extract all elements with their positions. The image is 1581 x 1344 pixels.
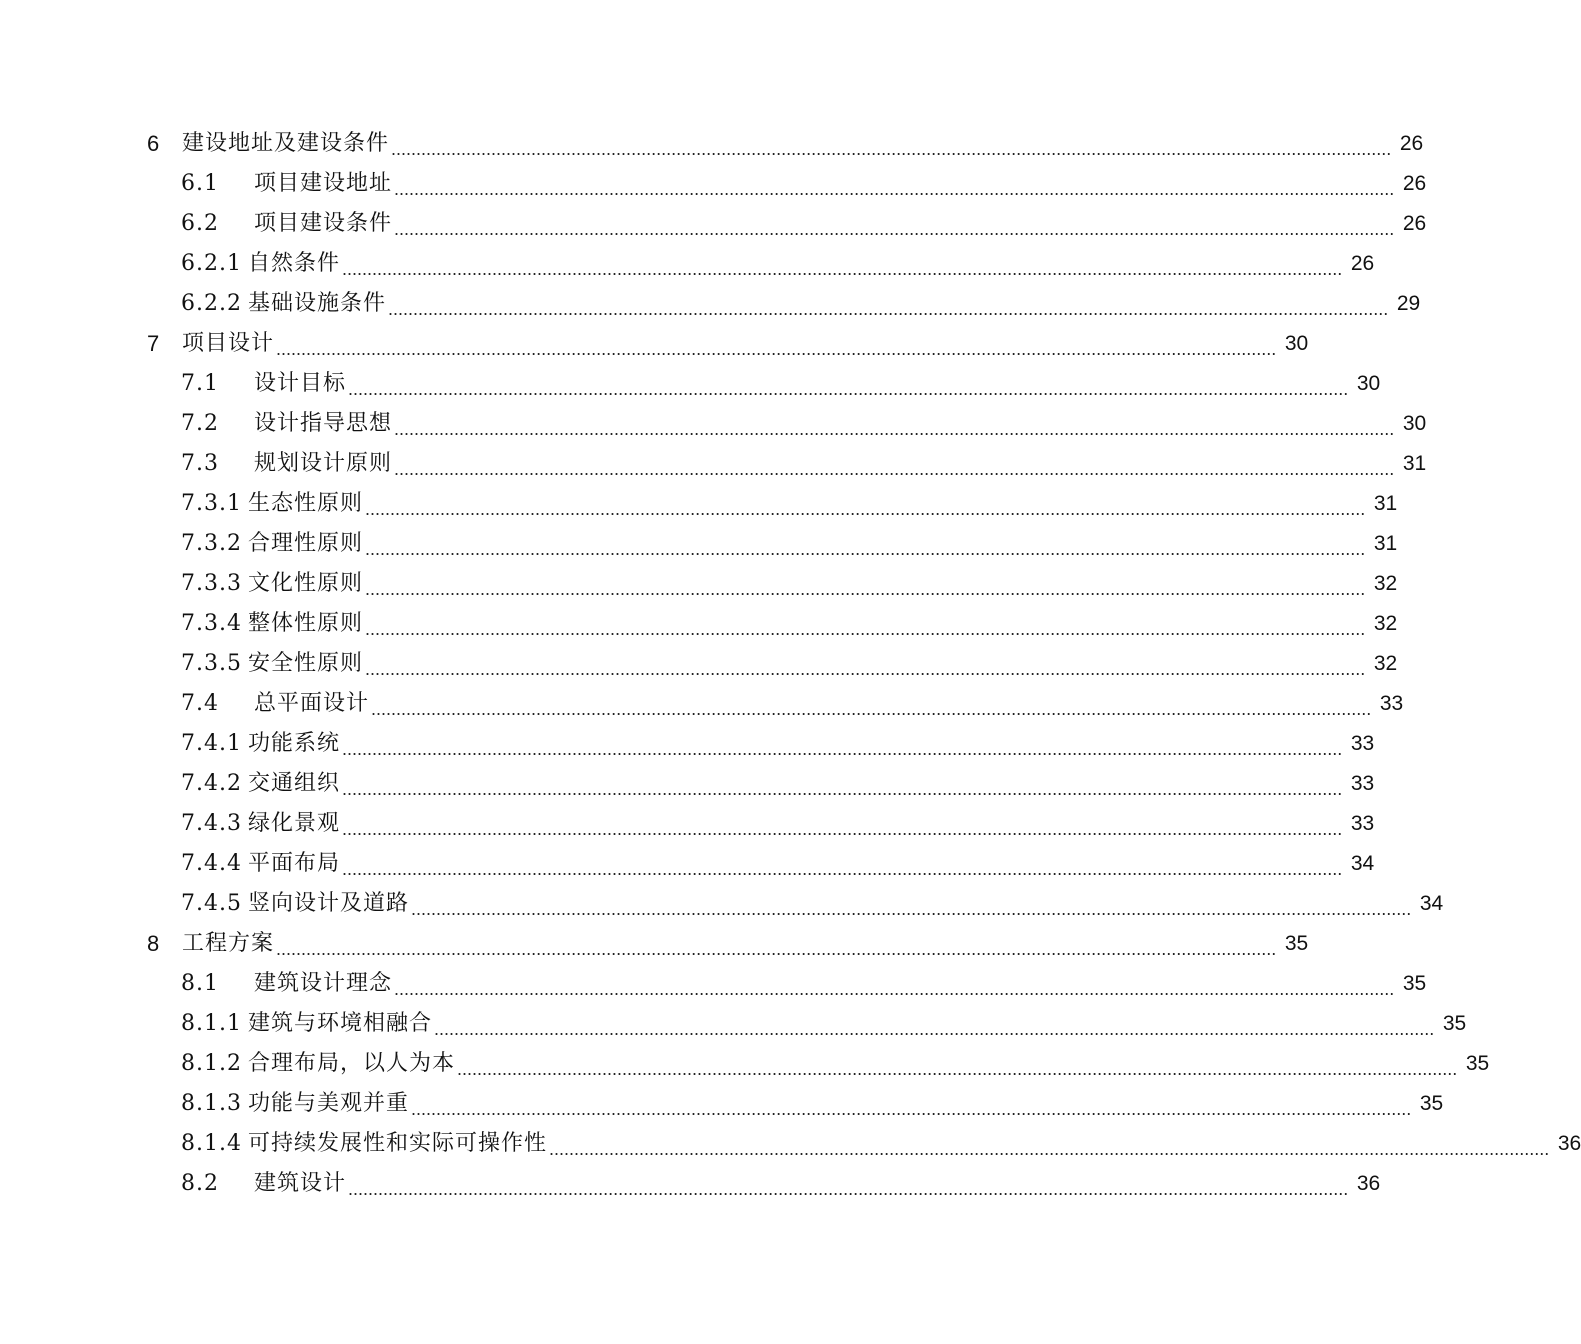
toc-entry-number: 7.4.1 [181,731,242,756]
toc-entry[interactable] [0,484,1398,524]
toc-entry-number: 7.3.2 [181,531,242,556]
toc-entry-page-number: 31 [1373,532,1398,555]
toc-entry[interactable] [0,1084,1444,1124]
toc-entry[interactable] [0,164,1427,204]
toc-dot-leader: ........................................................................................................................................................................................................ [365,579,1366,599]
toc-dot-leader: ........................................................................................................................................................................................................ [549,1139,1550,1159]
toc-entry[interactable] [0,364,1381,404]
toc-entry-title: 建设地址及建设条件 [182,131,390,156]
toc-entry-title: 规划设计原则 [254,451,393,476]
toc-entry-number: 6 [147,131,161,156]
toc-entry-title: 可持续发展性和实际可操作性 [247,1131,547,1156]
toc-entry-title: 设计目标 [254,371,347,396]
toc-entry-number: 7.4.4 [181,851,242,876]
toc-dot-leader: ........................................................................................................................................................................................................ [411,899,1412,919]
toc-entry[interactable] [0,1124,1581,1164]
toc-dot-leader: ........................................................................................................................................................................................................ [391,139,1392,159]
toc-dot-leader: ........................................................................................................................................................................................................ [365,619,1366,639]
toc-entry-page-number: 35 [1284,932,1309,955]
toc-entry-page-number: 33 [1379,692,1404,715]
toc-entry-title: 功能与美观并重 [247,1091,409,1116]
toc-entry-number: 7.4.2 [181,771,242,796]
table-of-contents [0,124,1581,1204]
toc-entry-page-number: 30 [1284,332,1309,355]
toc-entry-page-number: 36 [1557,1132,1581,1155]
toc-entry-number: 8.1.1 [181,1011,242,1036]
toc-dot-leader: ........................................................................................................................................................................................................ [388,299,1389,319]
toc-entry-title: 项目设计 [182,331,275,356]
toc-entry-page-number: 35 [1465,1052,1490,1075]
toc-entry-title: 设计指导思想 [254,411,393,436]
toc-entry-title: 交通组织 [247,771,340,796]
toc-entry[interactable] [0,404,1427,444]
toc-dot-leader: ........................................................................................................................................................................................................ [342,259,1343,279]
toc-entry-page-number: 29 [1396,292,1421,315]
toc-entry[interactable] [0,1164,1381,1204]
toc-entry-number: 6.2.1 [181,251,242,276]
toc-entry[interactable] [0,804,1375,844]
toc-entry[interactable] [0,444,1427,484]
toc-entry-title: 基础设施条件 [247,291,386,316]
toc-entry-page-number: 26 [1402,172,1427,195]
toc-dot-leader: ........................................................................................................................................................................................................ [348,1179,1349,1199]
toc-entry-page-number: 35 [1419,1092,1444,1115]
toc-dot-leader: ........................................................................................................................................................................................................ [342,739,1343,759]
toc-entry-number: 7.2 [181,411,219,436]
toc-entry-page-number: 35 [1442,1012,1467,1035]
toc-entry-page-number: 26 [1399,132,1424,155]
toc-entry[interactable] [0,764,1375,804]
toc-dot-leader: ........................................................................................................................................................................................................ [411,1099,1412,1119]
toc-entry-number: 7.3.5 [181,651,242,676]
toc-entry-page-number: 32 [1373,652,1398,675]
toc-entry-number: 8.1.3 [181,1091,242,1116]
toc-entry-page-number: 30 [1402,412,1427,435]
toc-entry-number: 7.3 [181,451,219,476]
toc-dot-leader: ........................................................................................................................................................................................................ [276,939,1277,959]
toc-entry-page-number: 36 [1356,1172,1381,1195]
toc-dot-leader: ........................................................................................................................................................................................................ [276,339,1277,359]
toc-entry-page-number: 32 [1373,612,1398,635]
toc-entry-page-number: 31 [1402,452,1427,475]
toc-entry-number: 8.1.4 [181,1131,242,1156]
toc-entry-title: 项目建设地址 [254,171,393,196]
toc-entry-number: 7.3.1 [181,491,242,516]
toc-entry[interactable] [0,124,1424,164]
toc-entry-title: 安全性原则 [247,651,363,676]
toc-dot-leader: ........................................................................................................................................................................................................ [394,459,1395,479]
toc-entry[interactable] [0,284,1421,324]
toc-entry[interactable] [0,924,1309,964]
toc-entry-title: 功能系统 [247,731,340,756]
toc-entry-title: 文化性原则 [247,571,363,596]
toc-entry[interactable] [0,844,1375,884]
toc-entry-number: 6.2 [181,211,219,236]
toc-entry[interactable] [0,244,1375,284]
toc-entry[interactable] [0,964,1427,1004]
toc-entry-title: 总平面设计 [254,691,370,716]
toc-entry[interactable] [0,684,1404,724]
toc-entry-number: 7.1 [181,371,219,396]
toc-entry-page-number: 33 [1350,772,1375,795]
toc-entry-page-number: 34 [1419,892,1444,915]
toc-entry-page-number: 34 [1350,852,1375,875]
toc-entry-title: 生态性原则 [247,491,363,516]
toc-entry[interactable] [0,524,1398,564]
toc-entry[interactable] [0,644,1398,684]
toc-entry-title: 平面布局 [247,851,340,876]
toc-dot-leader: ........................................................................................................................................................................................................ [342,859,1343,879]
toc-dot-leader: ........................................................................................................................................................................................................ [371,699,1372,719]
toc-entry-page-number: 33 [1350,732,1375,755]
toc-entry[interactable] [0,724,1375,764]
toc-entry[interactable] [0,1004,1467,1044]
toc-entry-number: 8.2 [181,1171,219,1196]
toc-entry-number: 8.1.2 [181,1051,242,1076]
toc-dot-leader: ........................................................................................................................................................................................................ [394,179,1395,199]
toc-dot-leader: ........................................................................................................................................................................................................ [365,499,1366,519]
toc-entry-page-number: 31 [1373,492,1398,515]
toc-entry-number: 7.3.3 [181,571,242,596]
toc-dot-leader: ........................................................................................................................................................................................................ [365,539,1366,559]
toc-entry-title: 建筑设计理念 [254,971,393,996]
toc-dot-leader: ........................................................................................................................................................................................................ [434,1019,1435,1039]
toc-entry-page-number: 30 [1356,372,1381,395]
toc-dot-leader: ........................................................................................................................................................................................................ [348,379,1349,399]
toc-entry[interactable] [0,604,1398,644]
toc-entry-number: 6.1 [181,171,219,196]
toc-entry-title: 工程方案 [182,931,275,956]
toc-entry[interactable] [0,564,1398,604]
toc-entry-page-number: 26 [1402,212,1427,235]
toc-entry-number: 8.1 [181,971,219,996]
toc-entry-number: 7.4.5 [181,891,242,916]
toc-dot-leader: ........................................................................................................................................................................................................ [394,219,1395,239]
toc-entry-number: 7.4 [181,691,219,716]
toc-entry-title: 整体性原则 [247,611,363,636]
toc-entry[interactable] [0,884,1444,924]
toc-dot-leader: ........................................................................................................................................................................................................ [457,1059,1458,1079]
toc-entry-title: 建筑与环境相融合 [247,1011,432,1036]
toc-entry-number: 7.4.3 [181,811,242,836]
toc-entry-title: 绿化景观 [247,811,340,836]
toc-entry-number: 7 [147,331,161,356]
toc-dot-leader: ........................................................................................................................................................................................................ [394,979,1395,999]
toc-entry-page-number: 35 [1402,972,1427,995]
toc-dot-leader: ........................................................................................................................................................................................................ [342,819,1343,839]
toc-entry-title: 自然条件 [247,251,340,276]
toc-entry[interactable] [0,324,1309,364]
toc-entry-title: 建筑设计 [254,1171,347,1196]
toc-entry-title: 合理性原则 [247,531,363,556]
toc-entry-number: 7.3.4 [181,611,242,636]
toc-entry[interactable] [0,204,1427,244]
toc-entry-page-number: 26 [1350,252,1375,275]
toc-dot-leader: ........................................................................................................................................................................................................ [342,779,1343,799]
toc-entry-title: 竖向设计及道路 [247,891,409,916]
toc-entry[interactable] [0,1044,1490,1084]
toc-entry-number: 6.2.2 [181,291,242,316]
toc-dot-leader: ........................................................................................................................................................................................................ [394,419,1395,439]
toc-entry-number: 8 [147,931,161,956]
toc-entry-page-number: 33 [1350,812,1375,835]
toc-dot-leader: ........................................................................................................................................................................................................ [365,659,1366,679]
toc-entry-title: 合理布局，以人为本 [247,1051,455,1076]
toc-entry-title: 项目建设条件 [254,211,393,236]
toc-entry-page-number: 32 [1373,572,1398,595]
